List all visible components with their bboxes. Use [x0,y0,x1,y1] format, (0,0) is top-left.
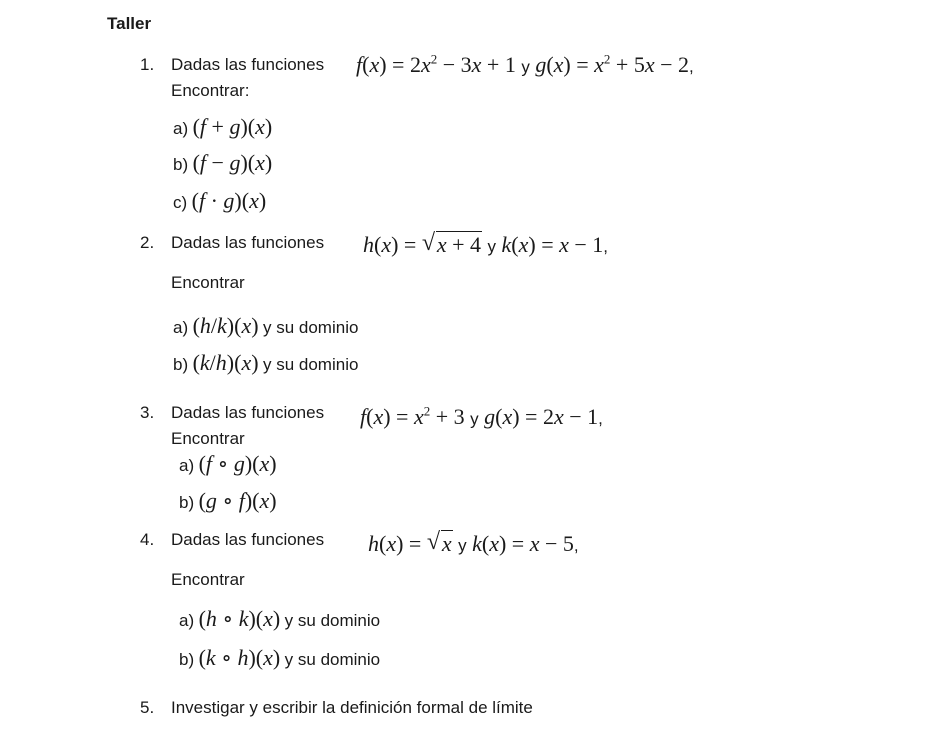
part-b [179,645,380,671]
connector: y [487,237,497,256]
connector: y [470,409,479,429]
part-suffix: y su dominio [284,650,381,669]
part-b [173,150,272,176]
part-expr: (h/k)(x) [192,313,259,338]
find-label: Encontrar [171,570,245,589]
part-a [179,451,277,477]
part-label: c) [173,193,188,212]
part-expr: (k ∘ h)(x) [198,645,281,670]
part-a [173,114,272,140]
part-a [179,606,380,632]
part-expr: (f · g)(x) [191,188,267,213]
item-number: 2. [140,233,155,252]
h-definition: h(x) = √ x + 4 [363,230,482,257]
connector: y [521,57,530,77]
part-expr: (f + g)(x) [192,114,273,139]
part-suffix: y su dominio [263,318,359,337]
part-suffix: y su dominio [263,355,359,374]
k-definition: k(x) = x − 5, [472,531,579,556]
part-label: a) [173,318,189,337]
part-a [173,313,358,339]
part-label: b) [173,155,189,174]
part-expr: (g ∘ f)(x) [198,488,277,513]
find-label: Encontrar: [171,81,250,100]
part-label: a) [173,119,189,138]
part-label: b) [179,650,195,669]
function-definitions [363,232,608,258]
function-definitions [368,531,579,557]
part-b [173,350,358,376]
part-label: a) [179,456,195,475]
item-intro: Dadas las funciones [171,403,325,422]
part-expr: (h ∘ k)(x) [198,606,281,631]
f-definition: $f(x) = x^2 + 3$ [360,404,465,430]
part-c [173,188,266,214]
item-intro: Dadas las funciones [171,233,325,252]
k-definition: k(x) = x − 1, [501,232,609,257]
f-definition: $f(x) = 2x^2 - 3x + 1$ [356,52,516,78]
part-label: b) [173,355,189,374]
item-intro: Dadas las funciones [171,55,325,74]
item-number: 5. [140,698,155,717]
page-title: Taller [107,14,152,33]
find-label: Encontrar [171,429,245,448]
h-definition: h(x) = √ x [368,529,452,556]
function-definitions [356,52,694,78]
g-definition: $g(x) = x^2 + 5x - 2$, [535,52,694,78]
item-number: 1. [140,55,155,74]
item-intro: Investigar y escribir la definición formal de límite [171,698,533,717]
part-expr: (f − g)(x) [192,150,273,175]
part-label: b) [179,493,195,512]
item-intro: Dadas las funciones [171,530,325,549]
connector: y [458,536,467,555]
g-definition: g(x) = 2x − 1, [484,404,603,430]
find-label: Encontrar [171,273,245,292]
function-definitions [360,404,603,430]
part-expr: (k/h)(x) [192,350,259,375]
item-number: 4. [140,530,155,549]
item-number: 3. [140,403,155,422]
part-suffix: y su dominio [284,611,381,630]
part-label: a) [179,611,195,630]
part-expr: (f ∘ g)(x) [198,451,277,476]
part-b [179,488,277,514]
